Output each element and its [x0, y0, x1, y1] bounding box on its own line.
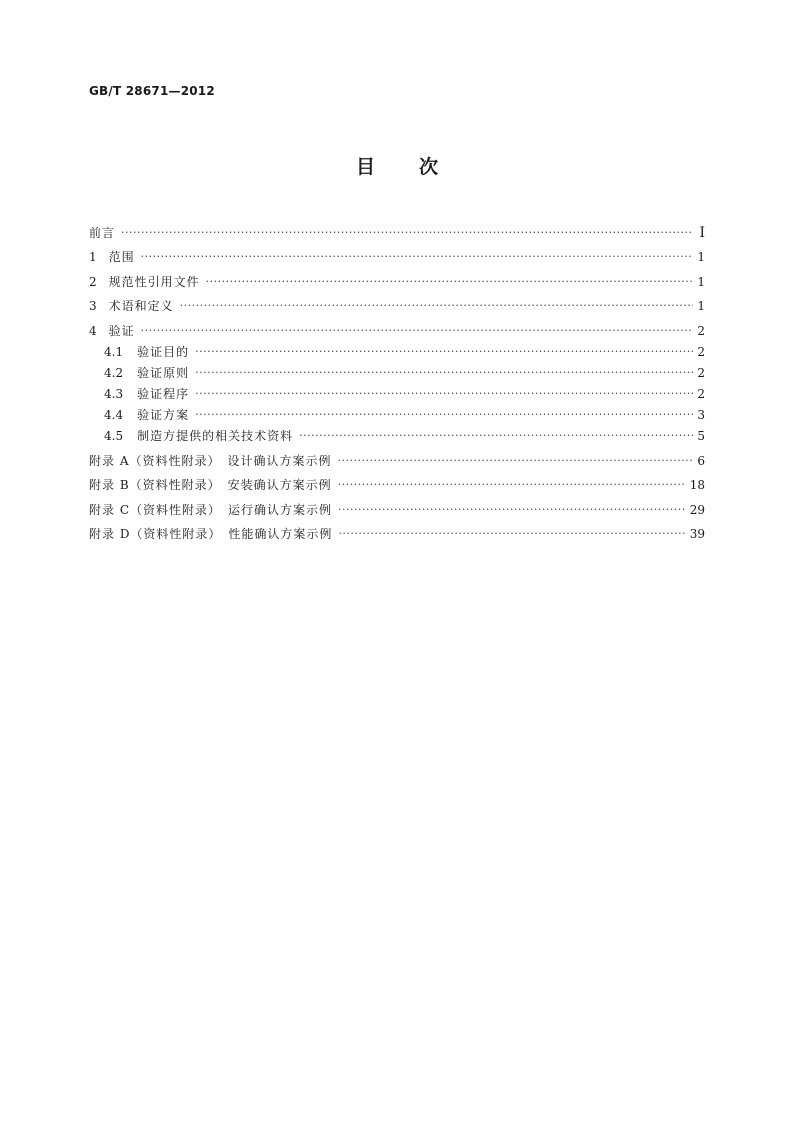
- toc-entry-label: 验证原则: [137, 365, 190, 380]
- toc-entry-number: 2: [89, 274, 97, 289]
- dot-leader: [195, 344, 693, 360]
- toc-entry-page: 3: [697, 407, 705, 422]
- toc-entry-number: 4.4: [104, 407, 124, 422]
- toc-entry-terms-definitions[interactable]: [89, 290, 705, 315]
- toc-entry-page: 39: [689, 527, 705, 542]
- dot-leader: [338, 477, 686, 493]
- toc-entry-validation-purpose[interactable]: [89, 339, 705, 360]
- toc-entry-page: 2: [697, 344, 705, 359]
- toc-entry-label: 附录 D（资料性附录） 性能确认方案示例: [89, 527, 333, 542]
- toc-entry-page: 2: [697, 386, 705, 401]
- dot-leader: [141, 249, 693, 265]
- dot-leader: [180, 298, 693, 314]
- toc-entry-number: 4.2: [104, 365, 124, 380]
- toc-entry-foreword[interactable]: [89, 216, 705, 241]
- page-title: [0, 152, 794, 179]
- toc-entry-annex-a[interactable]: [89, 444, 705, 469]
- toc-entry-label: 验证方案: [137, 407, 190, 422]
- toc-entry-page: 5: [697, 428, 705, 443]
- toc-entry-validation-procedure[interactable]: [89, 381, 705, 402]
- toc-entry-number: 4.1: [104, 344, 124, 359]
- toc-entry-number: 4.3: [104, 386, 124, 401]
- dot-leader: [338, 502, 686, 518]
- dot-leader: [141, 323, 693, 339]
- toc-entry-page: 29: [689, 502, 705, 517]
- toc-entry-label: 附录 A（资料性附录） 设计确认方案示例: [89, 453, 332, 468]
- toc-entry-label: 规范性引用文件: [108, 274, 200, 289]
- dot-leader: [206, 274, 693, 290]
- toc-entry-page: 1: [697, 250, 705, 265]
- toc-entry-page: 1: [697, 274, 705, 289]
- toc-entry-scope[interactable]: [89, 241, 705, 266]
- toc-entry-label: 前言: [89, 225, 116, 240]
- toc-entry-validation-principles[interactable]: [89, 360, 705, 381]
- toc-entry-normative-references[interactable]: [89, 265, 705, 290]
- toc-entry-annex-b[interactable]: [89, 469, 705, 494]
- toc-entry-annex-d[interactable]: [89, 518, 705, 543]
- toc-entry-label: 制造方提供的相关技术资料: [137, 428, 294, 443]
- toc-entry-label: 附录 B（资料性附录） 安装确认方案示例: [89, 478, 332, 493]
- toc-entry-number: 4.5: [104, 428, 124, 443]
- toc-entry-label: 验证目的: [137, 344, 190, 359]
- toc-entry-label: 验证程序: [137, 386, 190, 401]
- toc-entry-page: 18: [689, 478, 705, 493]
- dot-leader: [299, 428, 693, 444]
- toc-entry-page: 2: [697, 365, 705, 380]
- toc-entry-page: I: [699, 224, 705, 241]
- dot-leader: [195, 365, 693, 381]
- toc-entry-number: 4: [89, 323, 97, 338]
- toc-entry-label: 附录 C（资料性附录） 运行确认方案示例: [89, 502, 332, 517]
- toc-entry-label: 术语和定义: [108, 299, 174, 314]
- toc-entry-page: 6: [697, 453, 705, 468]
- toc-entry-page: 1: [697, 299, 705, 314]
- toc-entry-manufacturer-documents[interactable]: [89, 423, 705, 444]
- dot-leader: [337, 453, 693, 469]
- table-of-contents: [89, 216, 705, 542]
- document-code: GB/T 28671—2012: [89, 84, 215, 98]
- toc-entry-label: 验证: [108, 323, 135, 338]
- toc-entry-number: 1: [89, 250, 97, 265]
- toc-entry-validation[interactable]: [89, 314, 705, 339]
- title-part-1: 目: [355, 156, 375, 178]
- title-part-2: 次: [419, 156, 439, 178]
- toc-entry-label: 范围: [108, 250, 135, 265]
- toc-entry-number: 3: [89, 299, 97, 314]
- toc-entry-validation-plan[interactable]: [89, 402, 705, 423]
- dot-leader: [195, 407, 693, 423]
- dot-leader: [338, 526, 685, 542]
- dot-leader: [121, 225, 693, 241]
- toc-entry-page: 2: [697, 323, 705, 338]
- dot-leader: [195, 386, 693, 402]
- toc-entry-annex-c[interactable]: [89, 493, 705, 518]
